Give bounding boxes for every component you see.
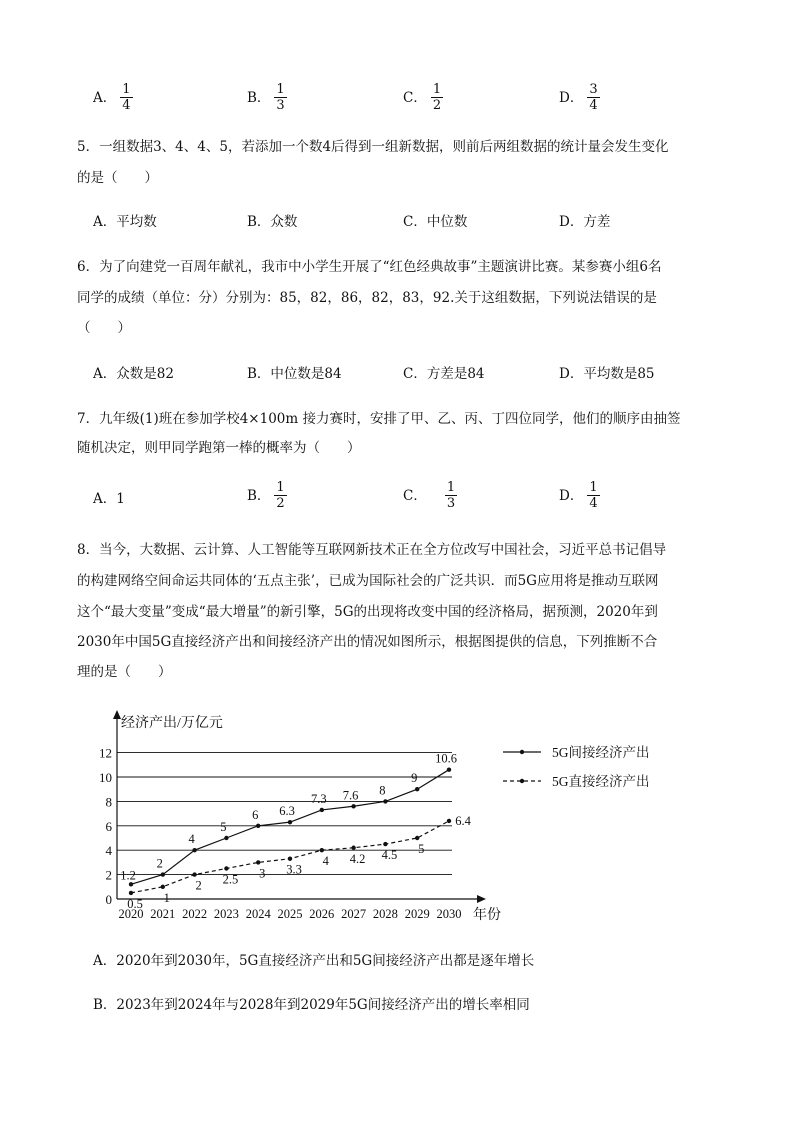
q8-stem-line-2: 的构建网络空间命运共同体的‘五点主张’，已成为国际社会的广泛共识．而5G应用将是推动互联网: [77, 573, 659, 589]
q7-stem-line-2: 随机决定，则甲同学跑第一棒的概率为（ ）: [77, 440, 361, 456]
x-tick-label: 2029: [404, 907, 430, 921]
data-point: [383, 799, 387, 803]
q8-stem-line-3: 这个“最大变量”变成“最大增量”的新引擎，5G的出现将改变中国的经济格局，据预测，2020年到: [77, 604, 658, 620]
fraction: $\frac{3}{4}$: [589, 82, 598, 113]
x-axis-label: 年份: [473, 908, 501, 923]
data-point: [288, 820, 292, 824]
economic-output-line-chart: [0, 700, 794, 940]
data-point: [224, 836, 228, 840]
x-tick-label: 2027: [341, 907, 367, 921]
data-label: 4: [322, 854, 329, 869]
data-point: [351, 846, 355, 850]
chart-series: [120, 752, 471, 911]
x-tick-label: 2021: [150, 907, 176, 921]
q6-option-b: B．中位数是84: [247, 366, 342, 382]
data-label: 8: [379, 783, 386, 798]
legend-indirect-label: 5G间接经济产出: [552, 745, 650, 760]
data-label: 4.2: [349, 851, 366, 866]
y-tick-label: 12: [99, 745, 112, 761]
q7-option-c: C． $\frac{1}{3}$: [403, 480, 456, 511]
data-point: [415, 836, 419, 840]
data-point: [351, 804, 355, 808]
y-tick-label: 10: [99, 770, 112, 785]
y-tick-label: 6: [105, 818, 112, 834]
data-label: 3.3: [286, 862, 302, 877]
x-tick-label: 2026: [309, 907, 335, 921]
y-tick-labels: [99, 746, 113, 907]
data-label: 5: [418, 842, 425, 856]
data-point: [161, 872, 165, 876]
q8-stem-line-5: 理的是（ ）: [77, 664, 172, 680]
q8-stem-line-1: 8．当今，大数据、云计算、人工智能等互联网新技术正在全方位改写中国社会，习近平总书记倡导: [77, 542, 667, 558]
fraction: $\frac{1}{4}$: [589, 480, 598, 511]
data-label: 2: [195, 878, 202, 893]
fraction: $\frac{1}{3}$: [446, 480, 456, 511]
data-point: [192, 872, 196, 876]
data-point: [129, 882, 133, 886]
q8-option-a: A．2020年到2030年，5G直接经济产出和5G间接经济产出都是逐年增长: [93, 953, 535, 969]
q4-option-d: D． $\frac{3}{4}$: [559, 82, 598, 113]
fraction: $\frac{1}{2}$: [276, 480, 285, 511]
q4-option-b: B． $\frac{1}{3}$: [247, 82, 285, 113]
y-axis-label: 经济产出/万亿元: [121, 716, 223, 731]
q5-stem-line-1: 5．一组数据3、4、4、5，若添加一个数4后得到一组新数据，则前后两组数据的统计量会发生变化: [77, 139, 669, 155]
x-tick-label: 2024: [245, 907, 271, 921]
x-tick-label: 2025: [277, 907, 303, 921]
q8-option-b: B．2023年到2024年与2028年到2029年5G间接经济产出的增长率相同: [93, 997, 530, 1013]
data-point: [224, 866, 228, 870]
chart-legend: [503, 744, 650, 789]
data-label: 4.5: [381, 848, 398, 863]
data-label: 2.5: [222, 872, 239, 887]
fraction: $\frac{1}{4}$: [122, 82, 131, 113]
legend-indirect-marker: [520, 750, 524, 754]
data-point: [383, 842, 387, 846]
q5-option-c: C．中位数: [403, 214, 468, 230]
q4-option-c: C． $\frac{1}{2}$: [403, 82, 442, 113]
x-tick-labels: [119, 907, 462, 921]
fraction: $\frac{1}{3}$: [276, 82, 285, 113]
q7-option-d: D． $\frac{1}{4}$: [559, 480, 598, 511]
data-point: [320, 808, 324, 812]
fraction: $\frac{1}{2}$: [432, 82, 442, 113]
y-axis-arrow: [113, 710, 121, 719]
x-axis-arrow: [477, 895, 486, 903]
data-point: [129, 891, 133, 895]
q7-option-b: B． $\frac{1}{2}$: [247, 480, 285, 511]
data-point: [256, 824, 260, 828]
data-point: [447, 767, 451, 771]
q8-stem-line-4: 2030年中国5G直接经济产出和间接经济产出的情况如图所示，根据图提供的信息，下列推断不合: [77, 634, 658, 650]
data-label: 6.4: [455, 813, 471, 828]
data-point: [320, 848, 324, 852]
y-tick-label: 0: [105, 892, 112, 907]
data-label: 4: [188, 832, 195, 847]
q6-option-d: D．平均数是85: [559, 366, 655, 382]
data-point: [447, 819, 451, 823]
q6-option-c: C．方差是84: [403, 366, 485, 382]
legend-direct-marker: [520, 779, 524, 783]
data-point: [192, 848, 196, 852]
q6-stem-line-1: 6．为了向建党一百周年献礼，我市中小学生开展了“红色经典故事”主题演讲比赛。某参赛小组6名: [77, 259, 662, 275]
x-tick-label: 2022: [182, 907, 208, 921]
data-point: [415, 787, 419, 791]
data-label: 6: [252, 807, 259, 822]
q7-option-a: A．1: [93, 491, 125, 507]
y-tick-label: 8: [105, 794, 112, 810]
q5-option-b: B．众数: [247, 214, 298, 230]
data-label: 7.3: [310, 791, 327, 806]
x-tick-label: 2023: [213, 907, 239, 921]
data-label: 0.5: [127, 896, 143, 911]
q5-stem-line-2: 的是（ ）: [77, 170, 158, 186]
legend-direct-label: 5G直接经济产出: [552, 774, 650, 789]
q6-option-a: A．众数是82: [93, 366, 174, 382]
q6-stem-line-2: 同学的成绩（单位：分）分别为：85，82，86，82，83，92.关于这组数据，下列说法错误的是: [77, 290, 657, 306]
data-point: [288, 857, 292, 861]
data-label: 10.6: [435, 751, 457, 766]
x-tick-label: 2020: [118, 907, 144, 921]
x-tick-label: 2030: [436, 907, 462, 921]
data-point: [161, 885, 165, 889]
q5-option-d: D．方差: [559, 214, 611, 230]
y-tick-label: 4: [105, 843, 112, 859]
data-label: 9: [411, 771, 418, 786]
data-point: [256, 860, 260, 864]
data-label: 7.6: [342, 788, 359, 803]
data-label: 1: [163, 890, 170, 905]
data-label: 2: [156, 856, 163, 871]
x-tick-label: 2028: [372, 907, 398, 921]
q4-option-a: A． $\frac{1}{4}$: [93, 82, 131, 113]
q5-option-a: A．平均数: [93, 214, 157, 230]
data-label: 1.2: [120, 868, 136, 883]
data-label: 3: [259, 866, 266, 881]
q7-stem-line-1: 7．九年级(1)班在参加学校4×100m 接力赛时，安排了甲、乙、丙、丁四位同学，他们的顺序由抽签: [77, 411, 681, 427]
q6-stem-line-3: （ ）: [77, 320, 131, 336]
data-label: 5: [220, 820, 227, 834]
y-tick-label: 2: [105, 867, 112, 883]
data-label: 6.3: [279, 804, 295, 819]
